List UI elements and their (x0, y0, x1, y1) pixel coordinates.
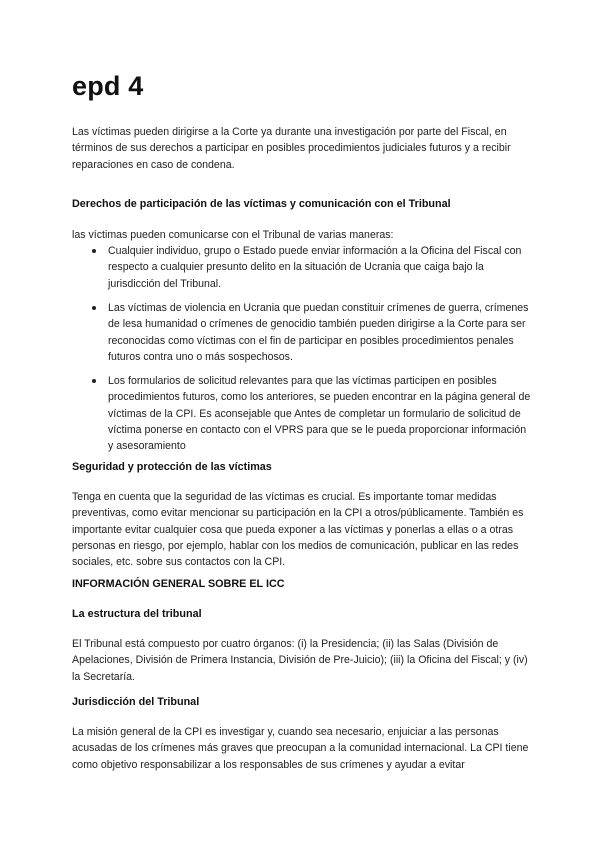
section-heading-structure: La estructura del tribunal (72, 608, 202, 620)
list-item-text: Los formularios de solicitud relevantes para que las víctimas participen en posibles procedimientos futuros, como los anteriores, se pueden encontrar en la página general de víctimas de la CPI. Es aconsejable que Antes de completar un formulario de solicitud de víctima ponerse en contacto con el VPRS para que se le pueda proporcionar información y asesoramiento (108, 375, 531, 453)
page-title: epd 4 (72, 71, 144, 101)
security-paragraph: Tenga en cuenta que la seguridad de las víctimas es crucial. Es importante tomar medidas preventivas, como evitar mencionar su participación en la CPI a otros/públicamente. También es importante evitar cualquier cosa que pueda exponer a las víctimas y ponerlas a ellas o a otras personas en riesgo, por ejemplo, hablar con los medios de comunicación, publicar en las redes sociales, etc. sobre sus contactos con la CPI. (72, 491, 524, 569)
section-heading-general-info: INFORMACIÓN GENERAL SOBRE EL ICC (72, 578, 285, 590)
list-item (72, 243, 532, 292)
bullet-icon (92, 306, 96, 310)
list-item (72, 300, 532, 365)
bullet-icon (92, 249, 96, 253)
list-item-text: Las víctimas de violencia en Ucrania que puedan constituir crímenes de guerra, crímenes de lesa humanidad o crímenes de genocidio también pueden dirigirse a la Corte para ser reconocidas como víctimas con el fin de participar en posibles procedimientos penales futuros contra uno o más sospechosos. (108, 302, 529, 363)
list-item-text: Cualquier individuo, grupo o Estado puede enviar información a la Oficina del Fiscal con respecto a cualquier presunto delito en la situación de Ucrania que caiga bajo la jurisdicción del Tribunal. (108, 245, 522, 290)
section-heading-jurisdiction: Jurisdicción del Tribunal (72, 696, 200, 708)
section-heading-participation: Derechos de participación de las víctimas y comunicación con el Tribunal (72, 198, 451, 210)
bullet-icon (92, 379, 96, 383)
section-heading-security: Seguridad y protección de las víctimas (72, 461, 272, 473)
participation-lead: las víctimas pueden comunicarse con el Tribunal de varias maneras: (72, 229, 394, 241)
structure-paragraph: El Tribunal está compuesto por cuatro órganos: (i) la Presidencia; (ii) las Salas (División de Apelaciones, División de Primera Instancia, División de Pre-Juicio); (iii) la Oficina del Fiscal; y (iv) la Secretaría. (72, 638, 528, 683)
jurisdiction-paragraph: La misión general de la CPI es investigar y, cuando sea necesario, enjuiciar a las personas acusadas de los crímenes más graves que preocupan a la comunidad internacional. La CPI tiene como objetivo responsabilizar a los responsables de sus crímenes y ayudar a evitar (72, 726, 529, 771)
intro-paragraph: Las víctimas pueden dirigirse a la Corte ya durante una investigación por parte del Fiscal, en términos de sus derechos a participar en posibles procedimientos judiciales futuros y a recibir reparaciones en caso de condena. (72, 126, 511, 171)
list-item (72, 373, 532, 454)
